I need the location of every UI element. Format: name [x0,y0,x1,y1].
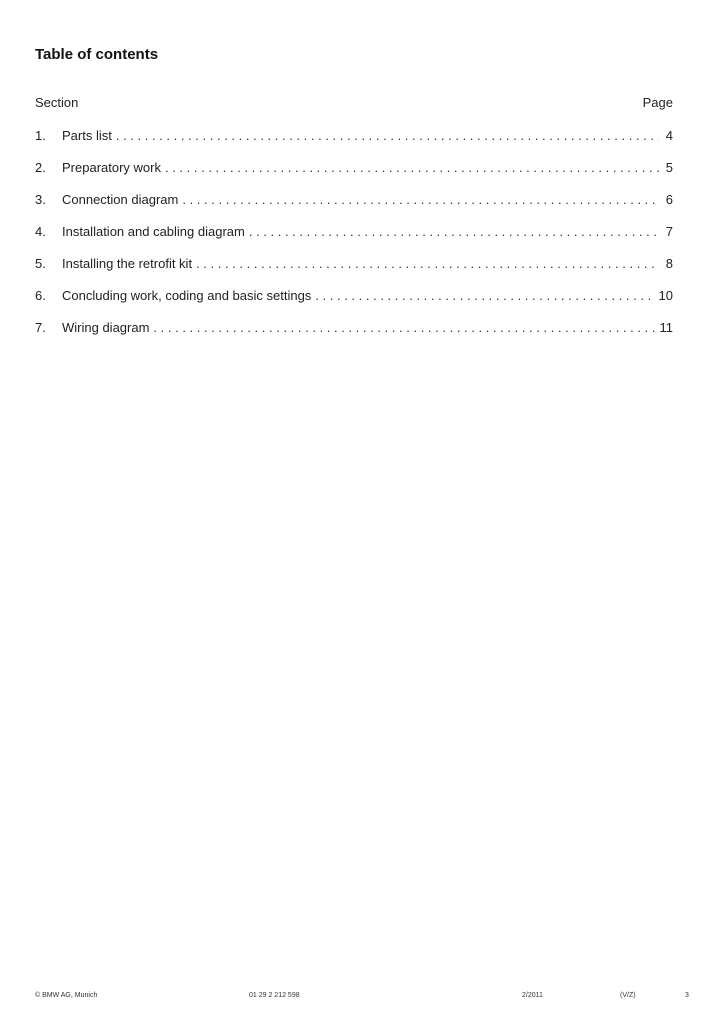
toc-entry-number: 3. [35,192,46,207]
toc-entry-title: Wiring diagram [62,320,150,335]
toc-entry-number: 5. [35,256,46,271]
toc-entry-page: 5 [665,160,673,175]
toc-entry-title: Preparatory work [62,160,161,175]
toc-entry-installation-cabling-diagram[interactable] [35,223,673,255]
toc-entry-number: 1. [35,128,46,143]
dot-leader [196,255,659,273]
toc-entry-page: 6 [665,192,673,207]
toc-entry-title: Connection diagram [62,192,179,207]
dot-leader [315,287,654,305]
toc-entry-number: 6. [35,288,46,303]
toc-header [35,95,673,113]
toc-entry-number: 7. [35,320,46,335]
toc-entry-title: Parts list [62,128,112,143]
page-column-label: Page [642,95,673,110]
toc-entry-page: 4 [665,128,673,143]
section-column-label: Section [35,95,79,110]
dot-leader [249,223,659,241]
toc-entry-installing-retrofit-kit[interactable] [35,255,673,287]
toc-entry-connection-diagram[interactable] [35,191,673,223]
toc-entry-title: Concluding work, coding and basic settings [62,288,312,303]
toc-entry-title: Installing the retrofit kit [62,256,193,271]
toc-entry-page: 11 [659,320,673,335]
toc-entry-page: 7 [665,224,673,239]
toc-entry-wiring-diagram[interactable] [35,319,673,351]
footer-revision: (V/Z) [620,992,636,999]
toc-entry-title: Installation and cabling diagram [62,224,245,239]
toc-list [35,127,673,351]
toc-entry-page: 10 [658,288,673,303]
page-title: Table of contents [35,46,159,63]
toc-entry-concluding-work[interactable] [35,287,673,319]
toc-entry-number: 4. [35,224,46,239]
footer-doc-number: 01 29 2 212 598 [249,992,300,999]
footer-date: 2/2011 [522,992,543,999]
dot-leader [182,191,659,209]
toc-entry-parts-list[interactable] [35,127,673,159]
dot-leader [116,127,659,145]
toc-entry-page: 8 [665,256,673,271]
dot-leader [165,159,659,177]
toc-entry-preparatory-work[interactable] [35,159,673,191]
footer-page-number: 3 [685,992,689,999]
dot-leader [153,319,655,337]
footer-copyright: © BMW AG, Munich [35,992,98,999]
toc-entry-number: 2. [35,160,46,175]
